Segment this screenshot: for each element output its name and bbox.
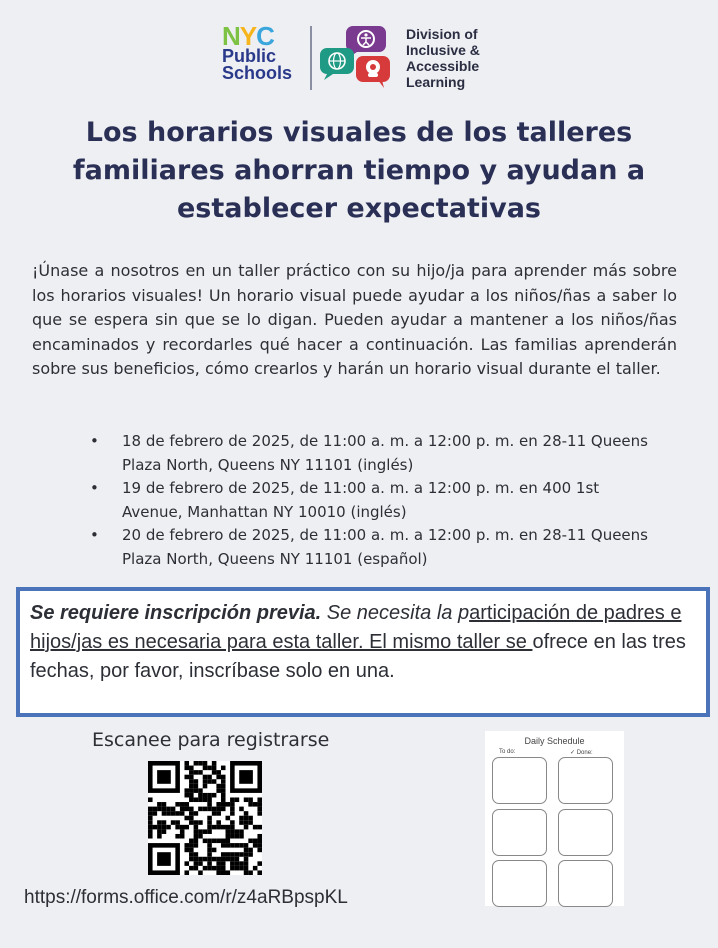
nyc-public-schools-logo	[222, 21, 304, 83]
session-item	[90, 430, 660, 477]
session-item	[90, 524, 660, 571]
session-text: 19 de febrero de 2025, de 11:00 a. m. a 12:00 p. m. en 400 1st Avenue, Manhattan NY 10010 (inglés)	[122, 479, 600, 521]
session-item	[90, 477, 660, 524]
daily-schedule-image	[485, 731, 624, 906]
accessibility-bubbles-icon	[318, 24, 400, 92]
logo-public: Public	[222, 46, 277, 66]
logo-schools: Schools	[222, 63, 293, 83]
schedule-slot	[492, 809, 547, 856]
registration-notice	[30, 599, 696, 686]
division-line: Learning	[406, 74, 466, 90]
division-line: Inclusive &	[406, 42, 480, 58]
division-name	[406, 26, 480, 90]
nyc-wordmark: NYC	[222, 21, 274, 51]
division-line: Division of	[406, 26, 478, 42]
schedule-slot	[492, 757, 547, 804]
schedule-todo-label: To do:	[499, 749, 516, 755]
session-text: 20 de febrero de 2025, de 11:00 a. m. a 12:00 p. m. en 28-11 Queens Plaza North, Queens NY 11101 (español)	[122, 526, 648, 568]
intro-paragraph: ¡Únase a nosotros en un taller práctico con su hijo/ja para aprender más sobre los horarios visuales! Un horario visual puede ayudar a los niños/ñas a saber lo que se espera sin que se lo digan. Pueden ayudar a mantener a los niños/ñas encaminados y recordarles qué hacer a continuación. Las familias aprenderán sobre sus beneficios, cómo crearlos y harán un horario visual durante el taller.	[32, 261, 677, 378]
logo-divider	[310, 26, 312, 90]
schedule-slot	[558, 860, 613, 907]
registration-italic: Se necesita la p	[321, 602, 470, 624]
scan-label: Escanee para registrarse	[92, 729, 330, 751]
division-line: Accessible	[406, 58, 480, 74]
registration-required: Se requiere inscripción previa.	[30, 602, 322, 624]
registration-rest: ofrece en las tres fechas, por favor, inscríbase solo en una.	[30, 631, 686, 682]
schedule-done-label: ✓ Done:	[570, 750, 593, 756]
session-text: 18 de febrero de 2025, de 11:00 a. m. a 12:00 p. m. en 28-11 Queens Plaza North, Queens NY 11101 (inglés)	[122, 432, 648, 474]
page-title: Los horarios visuales de los talleres familiares ahorran tiempo y ayudan a establecer expectativas	[72, 117, 646, 224]
schedule-slot	[558, 809, 613, 856]
schedule-slot	[558, 757, 613, 804]
schedule-slot	[492, 860, 547, 907]
registration-link[interactable]: https://forms.office.com/r/z4aRBpspKL	[24, 887, 348, 908]
bullet: •	[90, 432, 99, 450]
registration-underlined: articipación de padres e hijos/jas es necesaria para esta taller. El mismo taller se	[30, 602, 682, 653]
bullet: •	[90, 479, 99, 498]
bullet: •	[90, 526, 99, 545]
schedule-title: Daily Schedule	[524, 736, 585, 746]
session-list	[90, 430, 660, 572]
qr-code-icon[interactable]	[148, 761, 262, 875]
registration-notice-box	[16, 587, 710, 717]
